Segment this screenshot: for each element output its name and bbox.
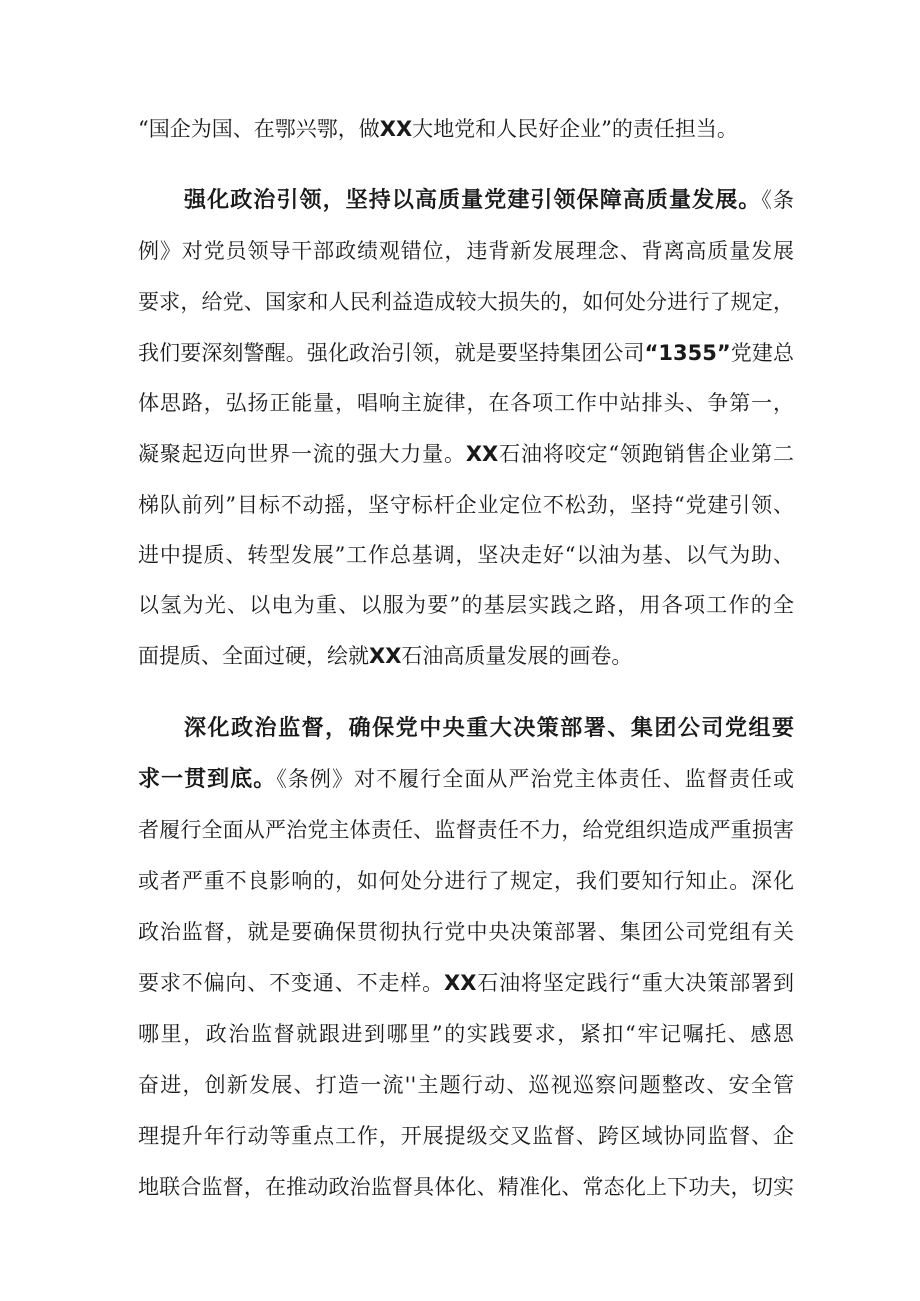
text-run: 奋进，创新发展、打造一流''主题行动、巡视巡察问题整改、安全管 (138, 1073, 794, 1097)
text-run: 面提质、全面过硬，绘就 (138, 644, 369, 668)
paragraph-line (138, 338, 794, 368)
text-run: 体思路，弘扬正能量，唱响主旋律，在各项工作中站排头、争第一， (138, 391, 794, 415)
section2-heading-line (184, 713, 794, 744)
paragraph-line (138, 388, 794, 418)
section1-heading-line (184, 185, 794, 216)
placeholder-name: XX (369, 644, 402, 668)
paragraph-line (138, 1019, 794, 1049)
placeholder-name: XX (444, 971, 477, 995)
section2-heading-line-2 (138, 764, 794, 795)
paragraph-line (138, 236, 794, 266)
text-run: 地联合监督，在推动政治监督具体化、精准化、常态化上下功夫，切实 (138, 1175, 794, 1199)
paragraph-line (138, 1172, 794, 1202)
text-run: 《条 (761, 188, 795, 212)
text-run: 《条例》对不履行全面从严治党主体责任、监督责任或 (276, 767, 794, 791)
text-run: 者履行全面从严治党主体责任、监督责任不力，给党组织造成严重损害 (138, 818, 794, 842)
text-run: 要求，给党、国家和人民利益造成较大损失的，如何处分进行了规定， (138, 290, 794, 314)
text-run: 石油将咬定“领跑销售企业第二 (498, 442, 794, 466)
paragraph-line (138, 968, 794, 998)
intro-line (138, 114, 794, 144)
placeholder-name: XX (379, 117, 413, 141)
text-run: 党建总 (730, 341, 794, 365)
text-run: 石油高质量发展的画卷。 (401, 644, 633, 668)
text-run: 哪里，政治监督就跟进到哪里”的实践要求，紧扣“牢记嘱托、感恩 (138, 1022, 794, 1046)
paragraph-line (138, 1121, 794, 1151)
paragraph-line (138, 590, 794, 620)
text-run: 大地党和人民好企业”的责任担当。 (412, 117, 738, 141)
paragraph-line (138, 815, 794, 845)
paragraph-line (138, 287, 794, 317)
placeholder-name: XX (465, 442, 499, 466)
text-run: 或者严重不良影响的，如何处分进行了规定，我们要知行知止。深化 (138, 869, 794, 893)
text-run: 政治监督，就是要确保贯彻执行党中央决策部署、集团公司党组有关 (138, 920, 794, 944)
paragraph-line (138, 866, 794, 896)
section2-heading: 深化政治监督，确保党中央重大决策部署、集团公司党组要 (184, 716, 794, 741)
paragraph-line (138, 641, 794, 671)
paragraph-line (138, 540, 794, 570)
text-run: 石油将坚定践行“重大决策部署到 (476, 971, 794, 995)
paragraph-line (138, 1070, 794, 1100)
text-run: 凝聚起迈向世界一流的强大力量。 (138, 442, 466, 466)
section2-heading-continued: 求一贯到底。 (138, 767, 277, 792)
paragraph-line (138, 490, 794, 520)
text-run: 要求不偏向、不变通、不走样。 (138, 971, 444, 995)
text-run: 例》对党员领导干部政绩观错位，违背新发展理念、背离高质量发展 (138, 239, 794, 263)
paragraph-line (138, 917, 794, 947)
paragraph-line (138, 439, 794, 469)
text-run: “国企为国、在鄂兴鄂，做 (138, 117, 380, 141)
text-run: 梯队前列”目标不动摇，坚守标杆企业定位不松劲，坚持“党建引领、 (138, 493, 794, 517)
text-run: 理提升年行动等重点工作，开展提级交叉监督、跨区域协同监督、企 (138, 1124, 794, 1148)
section1-heading: 强化政治引领，坚持以高质量党建引领保障高质量发展。 (184, 188, 762, 213)
highlight-number: “1355” (644, 341, 731, 365)
text-run: 进中提质、转型发展”工作总基调，坚决走好“以油为基、以气为助、 (138, 543, 794, 567)
text-run: 以氢为光、以电为重、以服为要”的基层实践之路，用各项工作的全 (138, 593, 794, 617)
text-run: 我们要深刻警醒。强化政治引领，就是要坚持集团公司 (138, 341, 645, 365)
